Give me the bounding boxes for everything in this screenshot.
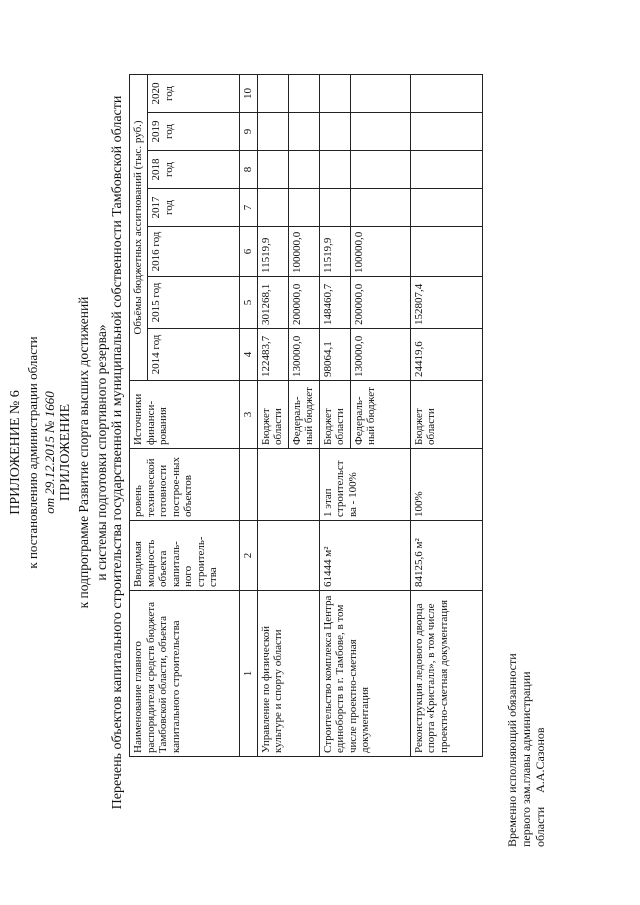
row-value: [410, 113, 482, 151]
resolution-reference: к постановлению администрации области: [25, 336, 40, 569]
row-capacity: [257, 521, 319, 591]
row-readiness: 1 этап строительст ва - 100%: [319, 449, 410, 521]
year-header: 2016 год: [148, 227, 240, 277]
signature-label: области: [533, 806, 547, 847]
row-value: [288, 189, 319, 227]
row-value: 11519,9: [319, 227, 350, 277]
row-value: 100000,0: [350, 227, 410, 277]
row-value: 130000,0: [288, 329, 319, 381]
column-number: 3: [240, 381, 258, 449]
signature-line-3: [533, 653, 547, 847]
row-readiness: [257, 449, 319, 521]
table-row: [410, 75, 482, 757]
row-value: [410, 189, 482, 227]
column-number: 8: [240, 151, 258, 189]
row-name: Управление по физической культуре и спорту области: [257, 591, 319, 757]
row-capacity: 84125,6 м²: [410, 521, 482, 591]
signature-block: [505, 653, 547, 847]
row-value: 98064,1: [319, 329, 350, 381]
signature-line: первого зам.главы администрации: [519, 671, 533, 847]
column-number: 2: [240, 521, 258, 591]
row-capacity: 61444 м²: [319, 521, 410, 591]
handwritten-date: от 29.12.2015 № 1660: [42, 391, 57, 514]
row-value: 122483,7: [257, 329, 288, 381]
row-value: 100000,0: [288, 227, 319, 277]
row-value: [319, 113, 350, 151]
header-volume: Объёмы бюджетных ассигнований (тыс. руб.): [130, 75, 148, 381]
row-source: Бюджет области: [410, 381, 482, 449]
header-sources: Источники финанси-рования: [130, 381, 240, 449]
row-value: 148460,7: [319, 277, 350, 329]
header-name: Наименование главного распорядителя средств бюджета Тамбовской области, объекта капитального строительства: [130, 591, 240, 757]
subprogram-line-1: к подпрограмме Развитие спорта высших достижений: [76, 296, 91, 609]
row-name: Реконструкция ледового дворца спорта «Кристалл», в том числе проектно-сметная документация: [410, 591, 482, 757]
column-number: 4: [240, 329, 258, 381]
column-number: 7: [240, 189, 258, 227]
row-value: [319, 189, 350, 227]
table-row: [257, 75, 288, 757]
row-value: [350, 189, 410, 227]
row-value: 301268,1: [257, 277, 288, 329]
objects-table: [129, 74, 483, 757]
row-value: [350, 113, 410, 151]
row-source: Бюджет области: [319, 381, 350, 449]
header-readiness: ровень технической готовности построе-ных объектов: [130, 449, 240, 521]
year-header: 2018 год: [148, 151, 240, 189]
row-value: [410, 151, 482, 189]
table-row: [319, 75, 350, 757]
appendix-title: ПРИЛОЖЕНИЕ: [58, 403, 73, 502]
year-header: 2015 год: [148, 277, 240, 329]
subprogram-line-2: и системы подготовки спортивного резерва»: [94, 324, 109, 581]
column-number: 5: [240, 277, 258, 329]
row-value: 200000,0: [288, 277, 319, 329]
row-value: [350, 151, 410, 189]
column-number: 1: [240, 591, 258, 757]
row-value: [350, 75, 410, 113]
year-header: 2019 год: [148, 113, 240, 151]
list-title: Перечень объектов капитального строительства государственной и муниципальной собственности Тамбовской области: [110, 95, 125, 810]
column-number-empty: [240, 449, 258, 521]
header-capacity: Вводимая мощность объекта капиталь-ного строитель-ства: [130, 521, 240, 591]
row-name: Строительство комплекса Центра единоборств в г. Тамбове, в том числе проектно-сметная документация: [319, 591, 410, 757]
row-source: Бюджет области: [257, 381, 288, 449]
row-value: [410, 227, 482, 277]
row-value: [257, 151, 288, 189]
row-source: Федераль-ный бюджет: [350, 381, 410, 449]
row-value: [257, 189, 288, 227]
row-value: 152807,4: [410, 277, 482, 329]
row-value: [288, 75, 319, 113]
row-value: 200000,0: [350, 277, 410, 329]
row-value: 130000,0: [350, 329, 410, 381]
appendix-number: ПРИЛОЖЕНИЕ № 6: [8, 390, 23, 515]
row-value: [257, 113, 288, 151]
row-value: [319, 75, 350, 113]
row-source: Федераль-ный бюджет: [288, 381, 319, 449]
signature-line: Временно исполняющий обязанности: [505, 653, 519, 847]
year-header: 2020 год: [148, 75, 240, 113]
row-value: [288, 151, 319, 189]
row-value: [319, 151, 350, 189]
row-value: 11519,9: [257, 227, 288, 277]
column-number: 9: [240, 113, 258, 151]
signature-name: А.А.Сазонов: [533, 727, 547, 793]
year-header: 2017 год: [148, 189, 240, 227]
row-value: [410, 75, 482, 113]
row-value: [257, 75, 288, 113]
year-header: 2014 год: [148, 329, 240, 381]
row-value: [288, 113, 319, 151]
column-number: 6: [240, 227, 258, 277]
row-readiness: 100%: [410, 449, 482, 521]
column-number: 10: [240, 75, 258, 113]
row-value: 24419,6: [410, 329, 482, 381]
